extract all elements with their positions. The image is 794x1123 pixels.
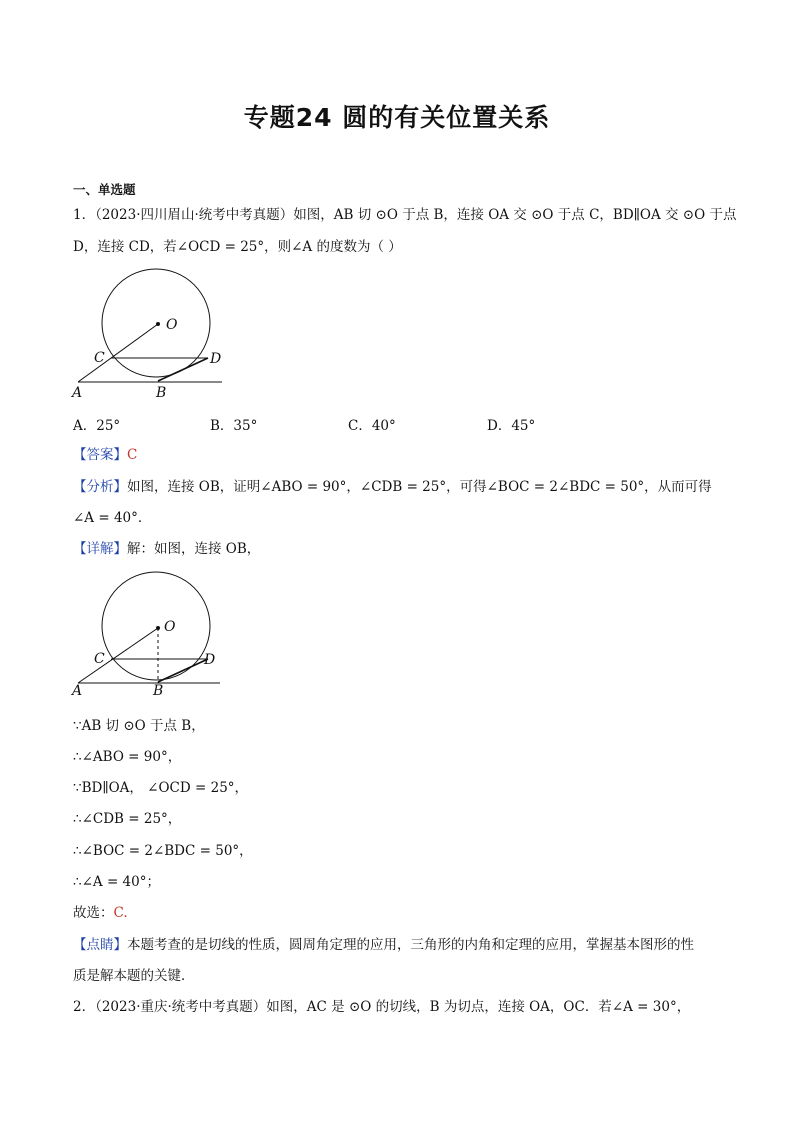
q1-analysis-line2: ∠A = 40°． (73, 510, 152, 526)
answer-value: C (127, 447, 138, 463)
q1-stem-line2: D，连接 CD，若∠OCD = 25°，则∠A 的度数为（ ） (73, 239, 402, 255)
q1-solution-figure (70, 563, 240, 708)
line-bd (158, 358, 208, 381)
page-title: 专题24 圆的有关位置关系 (243, 103, 551, 132)
q1-step-2: ∴∠ABO = 90°， (73, 749, 182, 765)
point-o (156, 626, 160, 630)
label-a: A (72, 683, 83, 699)
q1-analysis-line1 (73, 477, 712, 497)
q1-option-a: A．25° (73, 418, 121, 434)
label-b: B (156, 385, 167, 401)
label-c: C (94, 350, 105, 366)
q1-step-3: ∵BD∥OA， ∠OCD = 25°， (73, 780, 249, 796)
comment-tag: 【点睛】 (73, 937, 127, 953)
line-oa (78, 628, 158, 683)
choose-value: C. (113, 905, 128, 921)
q1-option-b: B．35° (210, 418, 258, 434)
q1-comment-line1 (73, 935, 694, 955)
q1-step-1: ∵AB 切 ⊙O 于点 B， (73, 718, 205, 734)
q1-step-5: ∴∠BOC = 2∠BDC = 50°， (73, 843, 253, 859)
analysis-text: 如图，连接 OB，证明∠ABO = 90°，∠CDB = 25°，可得∠BOC = 2∠BDC = 50°，从而可得 (127, 479, 712, 495)
q1-detail (73, 539, 260, 559)
line-oa (78, 324, 158, 382)
label-o: O (164, 619, 176, 635)
label-b: B (153, 683, 164, 699)
section-heading: 一、单选题 (73, 182, 136, 197)
circle-o (102, 572, 210, 680)
answer-tag: 【答案】 (73, 447, 127, 463)
label-o: O (166, 317, 178, 333)
q2-stem-line1: 2．（2023·重庆·统考中考真题）如图，AC 是 ⊙O 的切线，B 为切点，连接 OA，OC．若∠A = 30°， (73, 999, 691, 1015)
point-o (156, 322, 160, 326)
q1-option-c: C．40° (348, 418, 396, 434)
label-d: D (204, 652, 216, 668)
q1-answer (73, 445, 137, 465)
analysis-tag: 【分析】 (73, 479, 127, 495)
q1-stem-line1: 1．（2023·四川眉山·统考中考真题）如图，AB 切 ⊙O 于点 B，连接 OA 交 ⊙O 于点 C，BD∥OA 交 ⊙O 于点 (73, 207, 737, 223)
label-c: C (94, 651, 105, 667)
line-bd (158, 659, 208, 682)
circle-o (102, 269, 210, 377)
label-a: A (72, 385, 83, 401)
q1-choose (73, 903, 128, 923)
q1-step-6: ∴∠A = 40°； (73, 874, 160, 890)
q1-comment-line2: 质是解本题的关键． (73, 968, 195, 984)
choose-label: 故选： (73, 905, 114, 921)
comment-text: 本题考查的是切线的性质，圆周角定理的应用，三角形的内角和定理的应用，掌握基本图形的性 (127, 937, 694, 953)
q1-figure (70, 260, 240, 405)
q1-option-d: D．45° (487, 418, 536, 434)
detail-text: 解：如图，连接 OB， (127, 541, 261, 557)
detail-tag: 【详解】 (73, 541, 127, 557)
label-d: D (210, 351, 222, 367)
q1-step-4: ∴∠CDB = 25°， (73, 811, 182, 827)
